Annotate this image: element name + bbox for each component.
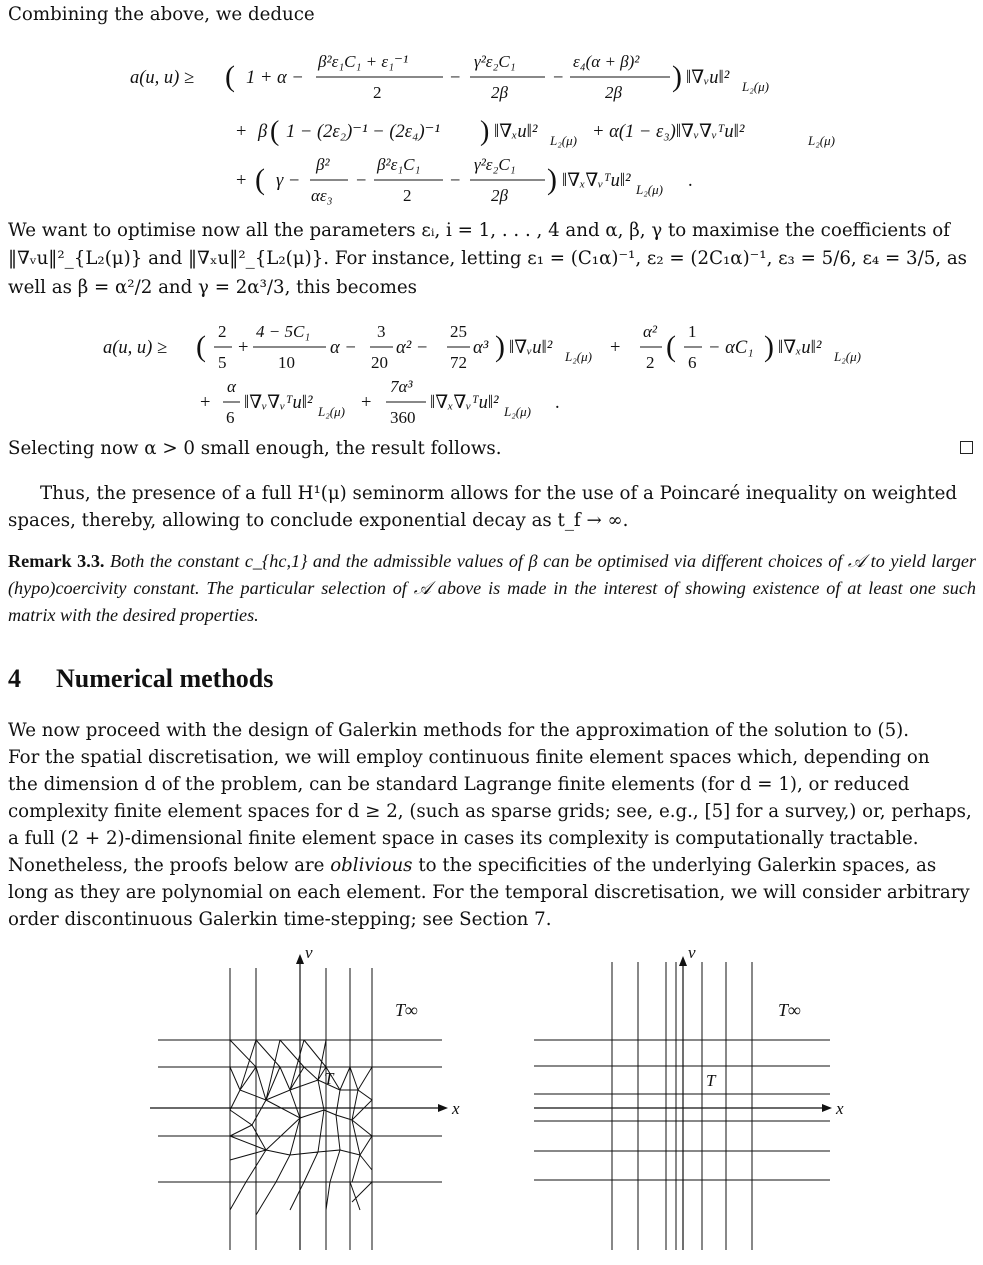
eq2-f6n: 1 <box>688 322 697 341</box>
eq2-sub1: L₂(μ) <box>565 349 592 364</box>
l6c: to the specificities of the underlying Galerkin spaces, as <box>412 855 937 876</box>
eq1-paren-close: ) <box>672 60 682 93</box>
eq1-line2-sub2: L₂(μ) <box>808 133 835 148</box>
eq1-line3-m2: − <box>450 171 461 191</box>
paragraph-optimise-line1: We want to optimise now all the parameters εᵢ, i = 1, . . . , 4 and α, β, γ to maximise the coefficients of <box>8 220 950 241</box>
eq2-paren-close: ) <box>495 330 505 363</box>
remark-text: Both the constant c_{hc,1} and the admissible values of β can be optimised via different choices of 𝒜 to yield larger (hypo)coercivity constant. The particular selection of 𝒜 above is made in the interest of showing existence of at least one such matrix with the desired properties. <box>8 551 977 625</box>
paragraph-optimise-line3: well as β = α²/2 and γ = 2α³/3, this becomes <box>8 277 417 298</box>
section-title: Numerical methods <box>56 664 274 693</box>
section-number: 4 <box>8 664 21 693</box>
eq1-norm1: ‖∇ᵥu‖² <box>686 68 730 88</box>
eq2-norm1: ‖∇ᵥu‖² <box>509 338 553 358</box>
section-heading <box>8 664 273 694</box>
paragraph-numerical-line8: order discontinuous Galerkin time-stepping; see Section 7. <box>8 909 552 930</box>
eq1-minus1: − <box>450 68 461 88</box>
eq1-line3-paren-close: ) <box>547 163 557 196</box>
paragraph-thus-line1: Thus, the presence of a full H¹(μ) seminorm allows for the use of a Poincaré inequality on weighted <box>40 483 958 504</box>
eq1-line2-plus: + <box>236 122 247 142</box>
eq2-l2-f1d: 6 <box>226 408 235 427</box>
paragraph-thus-line2: spaces, thereby, allowing to conclude exponential decay as t_f → ∞. <box>8 510 629 531</box>
eq2-l2-norm1: ‖∇ᵥ∇ᵥᵀu‖² <box>244 393 313 413</box>
eq2-l2-dot: . <box>555 393 560 413</box>
right-label-T: T <box>706 1071 716 1090</box>
eq1-frac1-den: 2 <box>373 83 382 102</box>
eq2-norm2: ‖∇ₓu‖² <box>778 338 822 358</box>
eq1-minus2: − <box>553 68 564 88</box>
right-label-Tinf: T∞ <box>778 1000 801 1020</box>
eq1-line3-norm: ‖∇ₓ∇ᵥᵀu‖² <box>562 171 631 191</box>
eq2-f3d: 20 <box>371 353 388 372</box>
left-label-T: T <box>324 1069 334 1088</box>
eq2-a2: α² − <box>396 338 429 358</box>
eq1-line3-m1: − <box>356 171 367 191</box>
eq1-line3-dot: . <box>688 171 693 191</box>
eq2-f5n: α² <box>643 322 658 341</box>
eq2-f5d: 2 <box>646 353 655 372</box>
eq2-paren2: ( <box>666 330 676 363</box>
eq1-line3-plus: + <box>236 171 247 191</box>
eq1-norm1-sub: L₂(μ) <box>742 79 769 94</box>
l6b-oblivious: oblivious <box>330 855 413 876</box>
eq2-l2-f1n: α <box>227 377 236 396</box>
remark-block <box>8 548 976 629</box>
paragraph-numerical-line1: We now proceed with the design of Galerkin methods for the approximation of the solution to (5). <box>8 720 910 741</box>
eq2-lhs: a(u, u) ≥ <box>103 338 168 358</box>
eq2-plus1: + <box>238 338 249 358</box>
paragraph-numerical-line2: For the spatial discretisation, we will employ continuous finite element spaces which, depending on <box>8 747 930 768</box>
right-axis-v-label: v <box>688 943 696 962</box>
eq2-a1: α − <box>330 338 357 358</box>
eq1-line3-f2n: β²ε₁C₁ <box>377 155 421 174</box>
eq2-f2d: 10 <box>278 353 295 372</box>
eq1-frac1-num: β²ε₁C₁ + ε₁⁻¹ <box>318 52 409 71</box>
eq2-f1n: 2 <box>218 322 227 341</box>
eq2-paren2-close: ) <box>764 330 774 363</box>
left-label-Tinf: T∞ <box>395 1000 418 1020</box>
eq2-l2-plus: + <box>200 393 211 413</box>
paragraph-numerical-line5: a full (2 + 2)-dimensional finite element space in cases its complexity is computationally tractable. <box>8 828 919 849</box>
equation-2 <box>0 312 983 432</box>
eq2-f4n: 25 <box>450 322 467 341</box>
eq1-frac2-num: γ²ε₂C₁ <box>474 52 516 71</box>
figure-right-mesh <box>520 940 860 1260</box>
eq2-l2-f2n: 7α³ <box>390 377 413 396</box>
eq2-f6d: 6 <box>688 353 697 372</box>
eq1-line3-f1d: αε₃ <box>311 186 333 205</box>
left-axis-x-label: x <box>452 1099 460 1118</box>
eq1-frac3-num: ε₄(α + β)² <box>573 52 640 71</box>
eq1-line3-f3d: 2β <box>491 186 508 205</box>
eq1-line3-gamma: γ − <box>276 171 301 191</box>
eq1-line2-sub: L₂(μ) <box>550 133 577 148</box>
eq1-frac2-den: 2β <box>491 83 508 102</box>
paragraph-optimise-line2: ‖∇ᵥu‖²_{L₂(μ)} and ‖∇ₓu‖²_{L₂(μ)}. For instance, letting ε₁ = (C₁α)⁻¹, ε₂ = (2C₁α)⁻¹, ε₃ = 5/6, ε₄ = 3/5, as <box>8 248 968 269</box>
eq1-frac3-den: 2β <box>605 83 622 102</box>
paragraph-numerical-line7: long as they are polynomial on each element. For the temporal discretisation, we will consider arbitrary <box>8 882 970 903</box>
eq2-l2-f2d: 360 <box>390 408 416 427</box>
left-axis-v-label: v <box>305 943 313 962</box>
eq1-line2-paren-close: ) <box>480 116 490 147</box>
equation-1 <box>0 36 983 206</box>
l6a: Nonetheless, the proofs below are <box>8 855 331 876</box>
paragraph-numerical-line6 <box>8 855 936 876</box>
eq2-l2-plus2: + <box>361 393 372 413</box>
eq2-f2n: 4 − 5C₁ <box>256 322 311 341</box>
eq2-plus2: + <box>610 338 621 358</box>
eq2-f4d: 72 <box>450 353 467 372</box>
eq1-line1-a: 1 + α − <box>246 68 304 88</box>
eq1-line2-beta: β <box>258 122 268 142</box>
eq1-line3-f1n: β² <box>316 155 330 174</box>
right-axis-x-label: x <box>836 1099 844 1118</box>
eq1-line3-sub: L₂(μ) <box>636 182 663 197</box>
eq1-line3-f2d: 2 <box>403 186 412 205</box>
eq1-line3-f3n: γ²ε₂C₁ <box>474 155 516 174</box>
eq2-l2-sub1: L₂(μ) <box>318 404 345 419</box>
eq1-paren: ( <box>225 60 235 93</box>
selecting-text: Selecting now α > 0 small enough, the result follows. <box>8 438 502 459</box>
paragraph-numerical-line3: the dimension d of the problem, can be standard Lagrange finite elements (for d = 1), or reduced <box>8 774 910 795</box>
eq1-line2-b: + α(1 − ε₃)‖∇ᵥ∇ᵥᵀu‖² <box>592 122 745 142</box>
figure-left-mesh <box>140 940 480 1260</box>
eq1-line1-lhs: a(u, u) ≥ <box>130 68 195 88</box>
eq2-a3: α³ <box>473 338 489 358</box>
eq1-line2-norm: ‖∇ₓu‖² <box>494 122 538 142</box>
intro-text: Combining the above, we deduce <box>8 4 315 25</box>
eq2-paren: ( <box>196 330 206 363</box>
eq1-line2-paren: ( <box>270 116 280 147</box>
eq2-f3n: 3 <box>377 322 386 341</box>
paragraph-numerical-line4: complexity finite element spaces for d ≥ 2, (such as sparse grids; see, e.g., [5] for a survey,) or, perhaps, <box>8 801 972 822</box>
eq2-sub2: L₂(μ) <box>834 349 861 364</box>
eq1-line2-a: 1 − (2ε₂)⁻¹ − (2ε₄)⁻¹ <box>286 122 440 142</box>
eq2-f1d: 5 <box>218 353 227 372</box>
eq2-l2-sub2: L₂(μ) <box>504 404 531 419</box>
eq1-line3-paren: ( <box>255 163 265 196</box>
remark-label: Remark 3.3. <box>8 551 105 571</box>
eq2-l2-norm2: ‖∇ₓ∇ᵥᵀu‖² <box>430 393 499 413</box>
qed-square-icon <box>960 441 973 454</box>
eq2-b: − αC₁ <box>708 338 754 358</box>
